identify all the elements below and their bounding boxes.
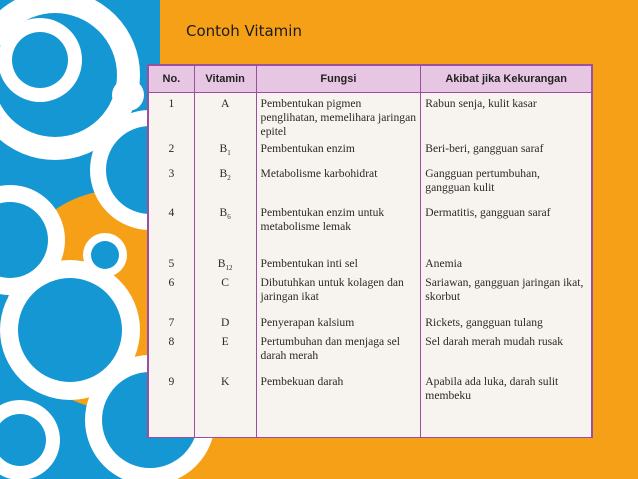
vitamin-letter: B (219, 141, 228, 155)
table-row (149, 316, 592, 335)
header-fungsi: Fungsi (256, 66, 421, 93)
header-vitamin: Vitamin (194, 66, 256, 93)
cell-vitamin (194, 257, 256, 276)
table-row (149, 206, 592, 257)
table-row (149, 276, 592, 316)
vitamin-subscript: 1 (227, 148, 231, 157)
vitamin-letter: D (220, 315, 230, 329)
cell-fungsi: Pembentukan inti sel (256, 257, 421, 276)
cell-vitamin (194, 335, 256, 375)
cell-akibat: Dermatitis, gangguan saraf (421, 206, 592, 257)
cell-no: 2 (149, 142, 195, 167)
cell-no: 3 (149, 167, 195, 205)
table-header-row (149, 66, 592, 93)
cell-no: 9 (149, 375, 195, 437)
cell-fungsi: Pembekuan darah (256, 375, 421, 437)
vitamin-letter: B (219, 205, 228, 219)
cell-akibat: Apabila ada luka, darah sulit membeku (421, 375, 592, 437)
cell-akibat: Anemia (421, 257, 592, 276)
table-row (149, 375, 592, 437)
vitamin-letter: E (221, 335, 229, 349)
cell-fungsi: Pembentukan pigmen penglihatan, memelihara jaringan epitel (256, 93, 421, 142)
header-no: No. (149, 66, 195, 93)
cell-no: 7 (149, 316, 195, 335)
vitamin-subscript: 6 (227, 212, 231, 221)
slide-title: Contoh Vitamin (186, 22, 302, 40)
table-row (149, 93, 592, 142)
vitamin-subscript: 2 (227, 174, 231, 183)
cell-akibat: Sel darah merah mudah rusak (421, 335, 592, 375)
vitamin-letter: K (220, 375, 230, 389)
cell-no: 1 (149, 93, 195, 142)
table-row (149, 335, 592, 375)
table-row (149, 142, 592, 167)
cell-no: 5 (149, 257, 195, 276)
cell-vitamin (194, 206, 256, 257)
cell-fungsi: Pembentukan enzim untuk metabolisme lemak (256, 206, 421, 257)
vitamin-letter: B (219, 167, 228, 181)
vitamin-subscript: 12 (225, 263, 233, 272)
cell-fungsi: Pertumbuhan dan menjaga sel darah merah (256, 335, 421, 375)
cell-vitamin (194, 276, 256, 316)
cell-akibat: Beri-beri, gangguan saraf (421, 142, 592, 167)
cell-vitamin (194, 93, 256, 142)
cell-akibat: Rabun senja, kulit kasar (421, 93, 592, 142)
table-row (149, 257, 592, 276)
cell-vitamin (194, 142, 256, 167)
cell-fungsi: Pembentukan enzim (256, 142, 421, 167)
header-akibat: Akibat jika Kekurangan (421, 66, 592, 93)
cell-vitamin (194, 316, 256, 335)
vitamin-letter: C (221, 275, 229, 289)
vitamin-table (147, 64, 593, 438)
cell-vitamin (194, 375, 256, 437)
cell-akibat: Gangguan pertumbuhan, gangguan kulit (421, 167, 592, 205)
cell-no: 6 (149, 276, 195, 316)
vitamin-letter: A (220, 97, 230, 110)
cell-fungsi: Penyerapan kalsium (256, 316, 421, 335)
vitamin-letter: B (217, 256, 226, 270)
cell-akibat: Rickets, gangguan tulang (421, 316, 592, 335)
cell-no: 4 (149, 206, 195, 257)
table-row (149, 167, 592, 205)
cell-fungsi: Metabolisme karbohidrat (256, 167, 421, 205)
cell-fungsi: Dibutuhkan untuk kolagen dan jaringan ikat (256, 276, 421, 316)
cell-akibat: Sariawan, gangguan jaringan ikat, skorbut (421, 276, 592, 316)
cell-no: 8 (149, 335, 195, 375)
cell-vitamin (194, 167, 256, 205)
